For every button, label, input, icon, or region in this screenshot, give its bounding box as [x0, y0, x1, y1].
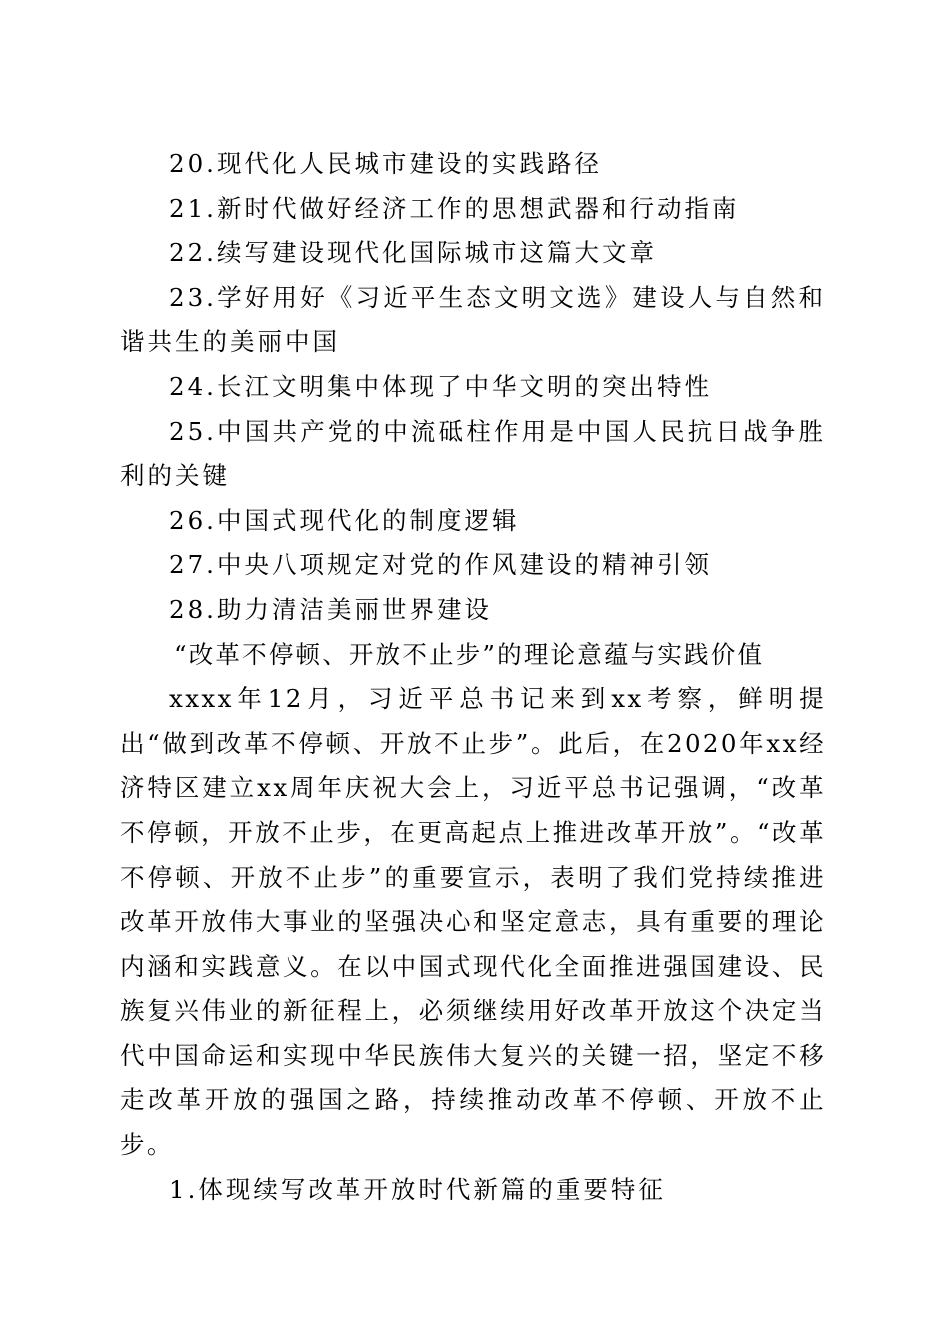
body-paragraph: xxxx年12月，习近平总书记来到xx考察，鲜明提出“做到改革不停顿、开放不止步”。此后，在2020年xx经济特区建立xx周年庆祝大会上，习近平总书记强调，“改革不停顿，开放不止步，在更高起点上推进改革开放”。“改革不停顿、开放不止步”的重要宣示，表明了我们党持续推进改革开放伟大事业的坚强决心和坚定意志，具有重要的理论内涵和实践意义。在以中国式现代化全面推进强国建设、民族复兴伟业的新征程上，必须继续用好改革开放这个决定当代中国命运和实现中华民族伟大复兴的关键一招，坚定不移走改革开放的强国之路，持续推动改革不停顿、开放不止步。: [120, 684, 826, 1160]
section-heading: 1.体现续写改革开放时代新篇的重要特征: [169, 1174, 666, 1204]
list-item: 22.续写建设现代化国际城市这篇大文章: [169, 238, 657, 268]
list-item: 28.助力清洁美丽世界建设: [169, 594, 492, 624]
list-item: 20.现代化人民城市建设的实践路径: [169, 149, 602, 178]
document-body: [120, 142, 826, 1212]
article-title: “改革不停顿、开放不止步”的理论意蕴与实践价值: [174, 639, 765, 669]
list-item: 27.中央八项规定对党的作风建设的精神引领: [169, 550, 712, 580]
list-item: 26.中国式现代化的制度逻辑: [169, 505, 520, 535]
list-item: 25.中国共产党的中流砥柱作用是中国人民抗日战争胜利的关键: [120, 416, 826, 491]
list-item: 21.新时代做好经济工作的思想武器和行动指南: [169, 193, 740, 223]
list-item: 23.学好用好《习近平生态文明文选》建设人与自然和谐共生的美丽中国: [120, 282, 826, 357]
list-item: 24.长江文明集中体现了中华文明的突出特性: [169, 371, 712, 401]
